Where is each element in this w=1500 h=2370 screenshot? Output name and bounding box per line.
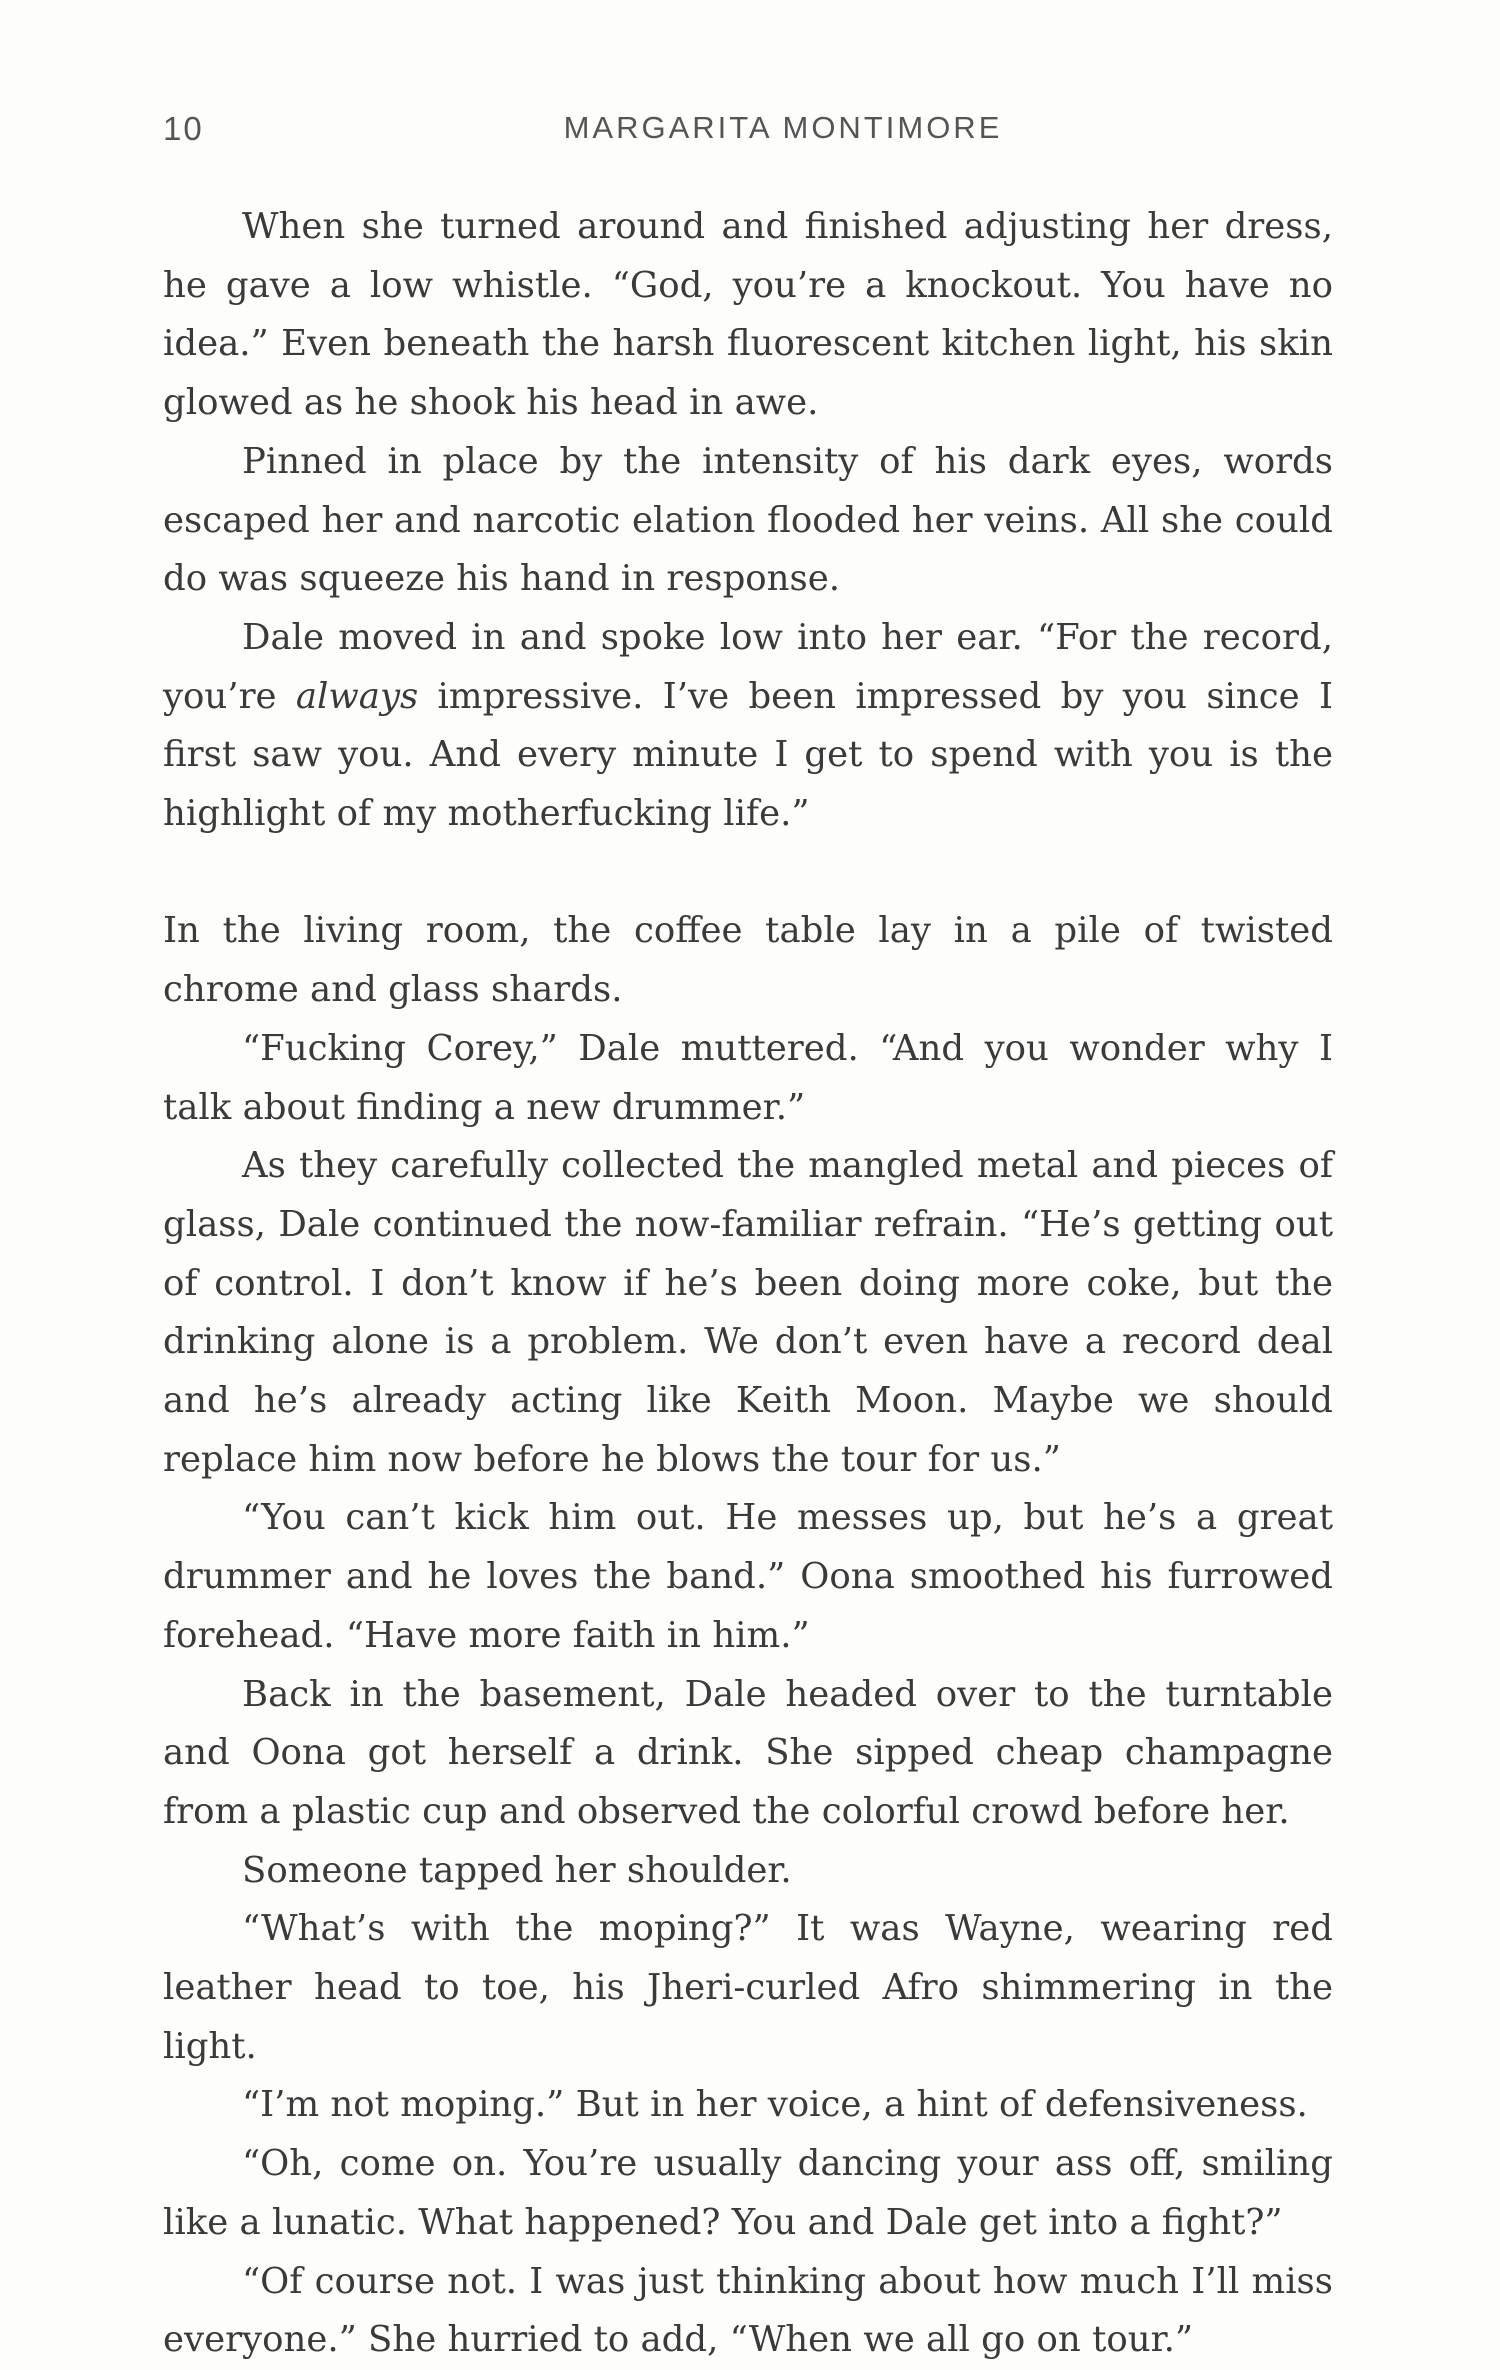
paragraph: “I’m not moping.” But in her voice, a hint of defensiveness.	[242, 2084, 1308, 2126]
paragraph: “What’s with the moping?” It was Wayne, wearing red leather head to toe, his Jheri-curled Afro shimmering in the light.	[163, 1908, 1333, 2067]
paragraph: As they carefully collected the mangled metal and pieces of glass, Dale continued the now-familiar refrain. “He’s getting out of control. I don’t know if he’s been doing more coke, but the drinking alone is a problem. We don’t even have a record deal and he’s already acting like Keith Moon. Maybe we should replace him now before he blows the tour for us.”	[163, 1145, 1333, 1480]
paragraph: Back in the basement, Dale headed over to the turntable and Oona got herself a drink. She sipped cheap champagne from a plastic cup and observed the colorful crowd before her.	[163, 1673, 1333, 1832]
paragraph: Someone tapped her shoulder.	[242, 1849, 792, 1891]
paragraph-text: impressive. I’ve been impressed by you since I first saw you. And every minute I get to spend with you is the highlight of my motherfucking life.”	[163, 675, 1333, 835]
paragraph: When she turned around and finished adjusting her dress, he gave a low whistle. “God, you’re a knockout. You have no idea.” Even beneath the harsh fluorescent kitchen light, his skin glowed as he shook his head in awe.	[163, 206, 1333, 424]
body-text	[163, 198, 1333, 2370]
paragraph-text: Dale moved in and spoke low into her ear. “For the record, you’re	[163, 616, 1333, 717]
paragraph: “Fucking Corey,” Dale muttered. “And you wonder why I talk about finding a new drummer.”	[163, 1027, 1333, 1128]
paragraph	[163, 609, 1333, 844]
paragraph: “Of course not. I was just thinking about how much I’ll miss everyone.” She hurried to add, “When we all go on tour.”	[163, 2260, 1333, 2361]
paragraph: “You can’t kick him out. He messes up, but he’s a great drummer and he loves the band.” Oona smoothed his furrowed forehead. “Have more faith in him.”	[163, 1497, 1333, 1656]
paragraph: In the living room, the coffee table lay in a pile of twisted chrome and glass shards.	[163, 910, 1333, 1011]
paragraph: Pinned in place by the intensity of his dark eyes, words escaped her and narcotic elation flooded her veins. All she could do was squeeze his hand in response.	[163, 440, 1333, 600]
page-header	[163, 110, 1333, 158]
emphasis-text: always	[295, 675, 419, 717]
running-head: MARGARITA MONTIMORE	[563, 110, 1003, 145]
paragraph: “Oh, come on. You’re usually dancing your ass off, smiling like a lunatic. What happened? You and Dale get into a fight?”	[163, 2143, 1333, 2243]
page-number: 10	[163, 110, 204, 147]
section-break	[163, 844, 1333, 903]
